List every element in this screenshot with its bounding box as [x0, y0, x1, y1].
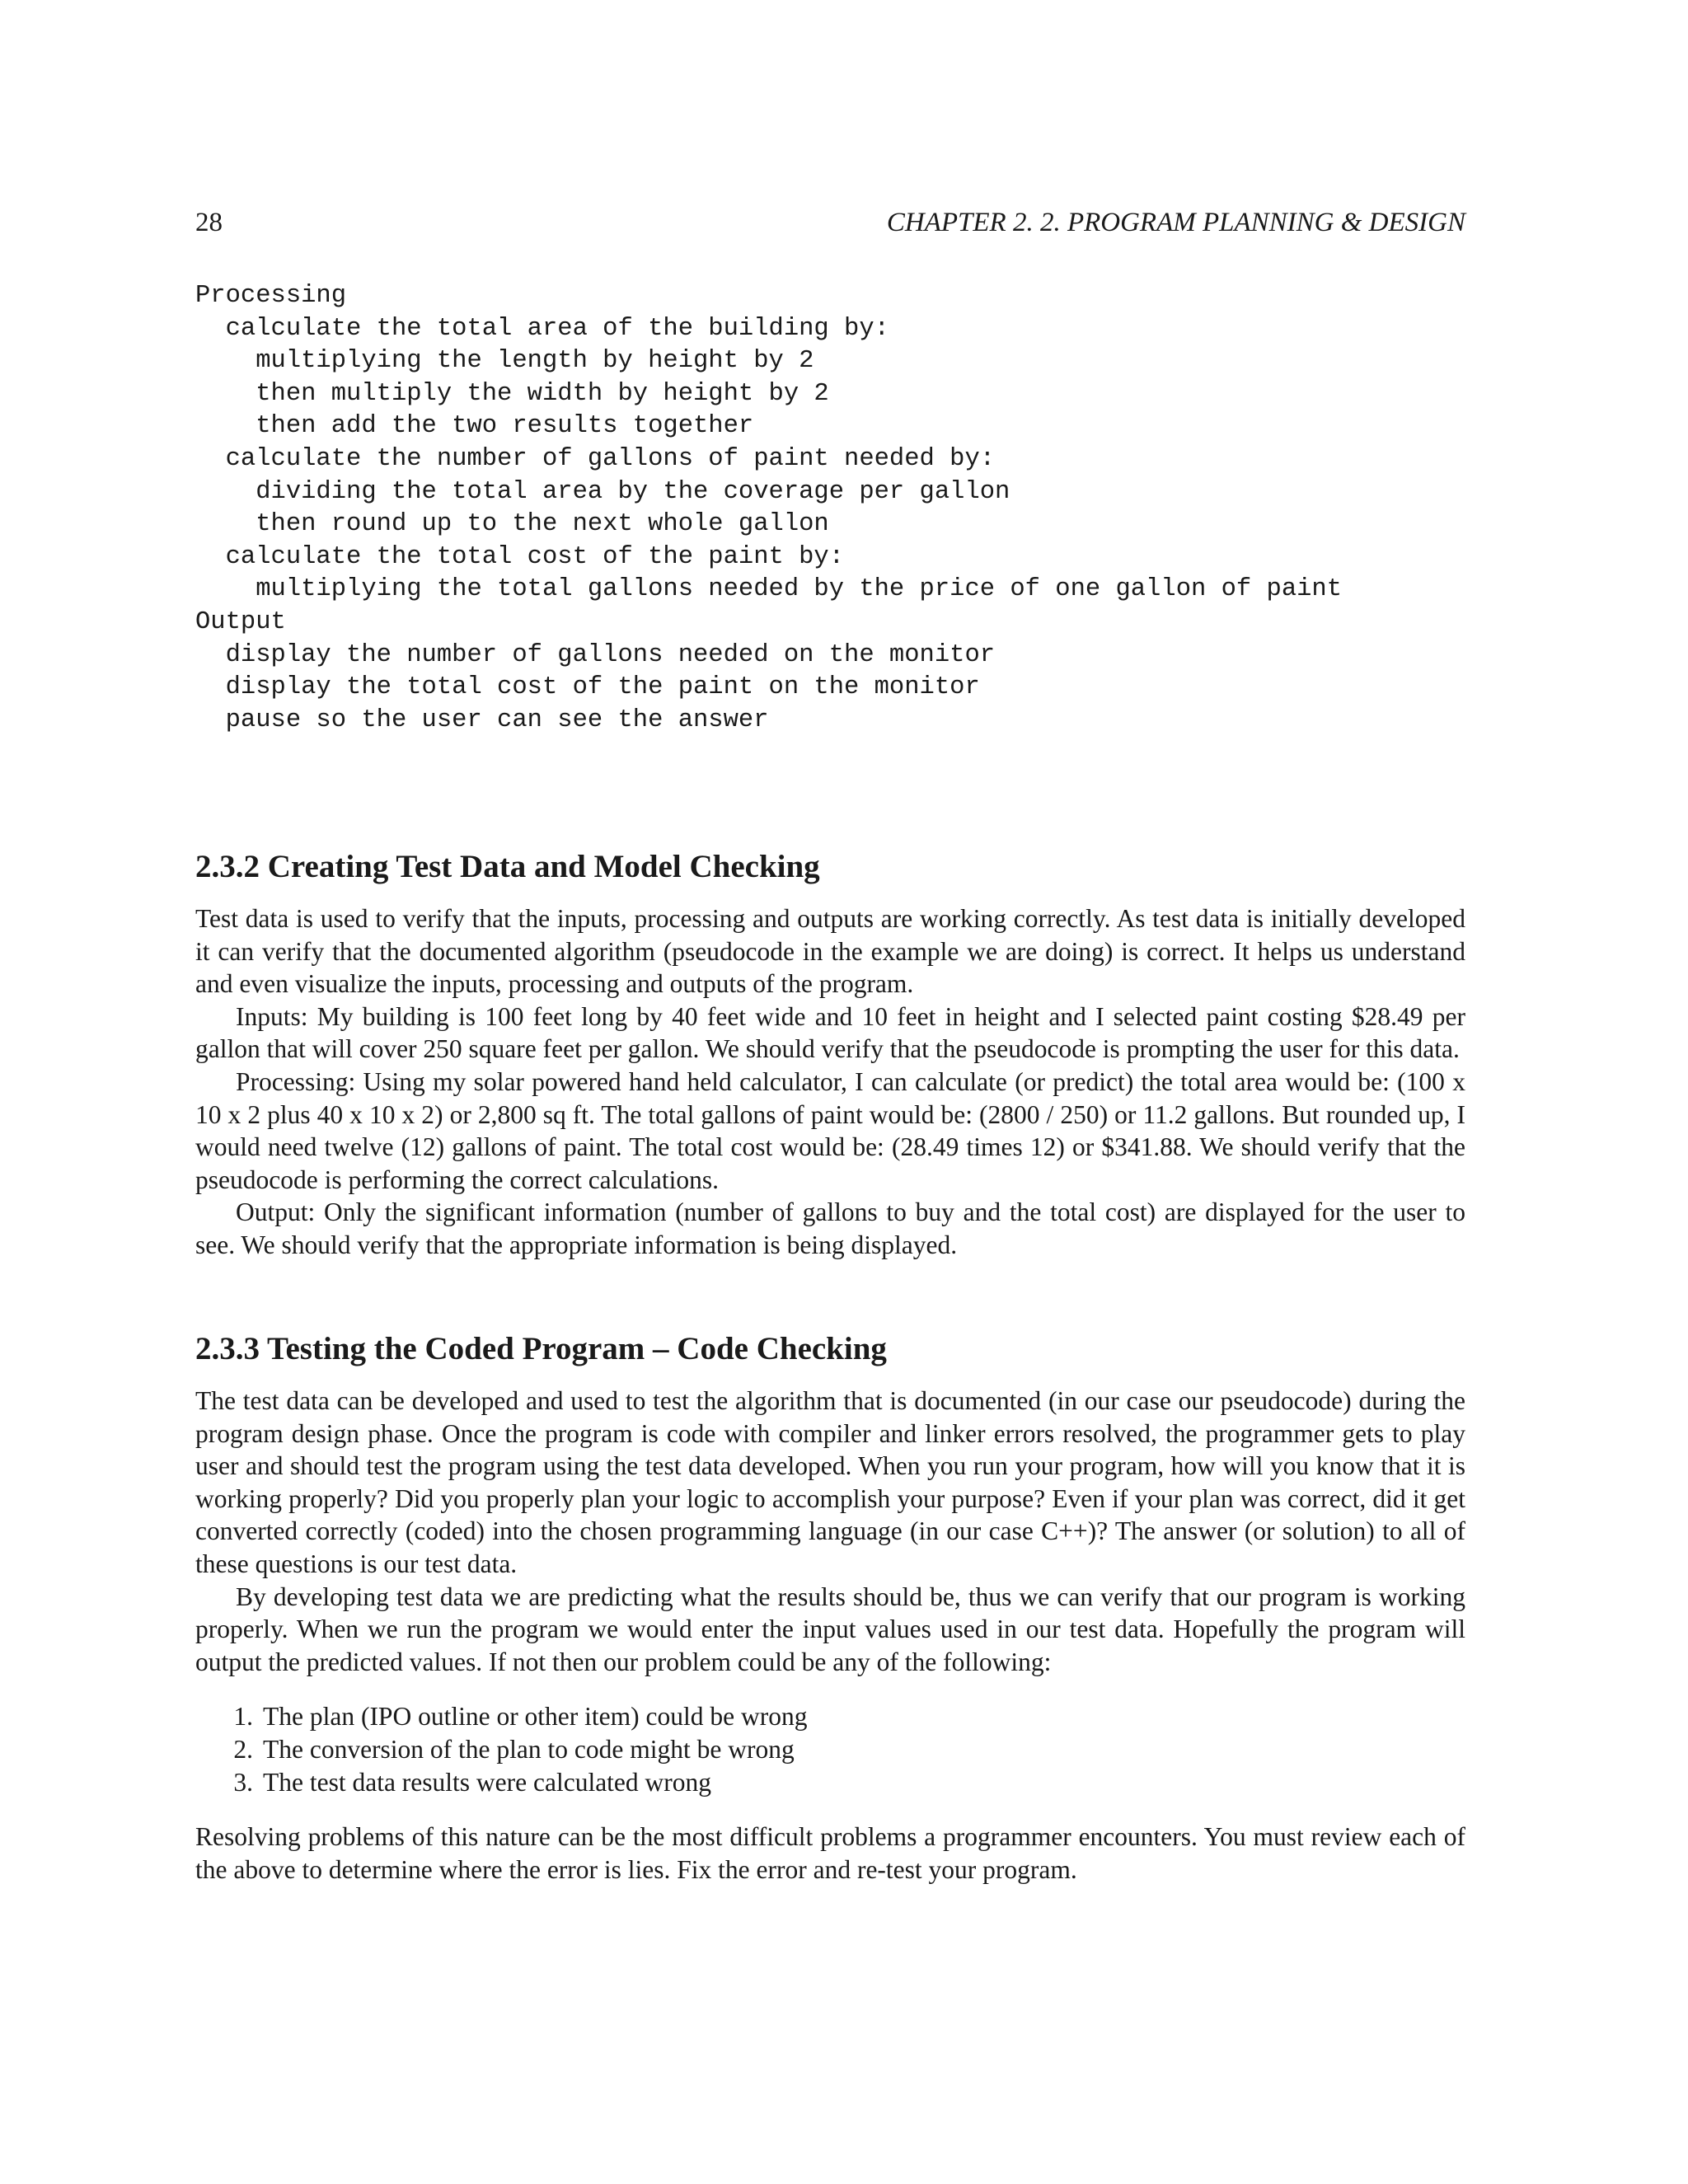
section-2-3-3	[195, 1329, 1465, 1886]
running-header	[195, 204, 1465, 241]
code-line: pause so the user can see the answer	[195, 705, 769, 734]
list-number: 3.	[233, 1767, 253, 1797]
code-line: calculate the total cost of the paint by:	[195, 542, 845, 571]
code-line: calculate the total area of the building by:	[195, 314, 889, 343]
list-item	[195, 1700, 1465, 1733]
code-line: then add the two results together	[195, 412, 754, 441]
code-line: multiplying the length by height by 2	[195, 347, 814, 376]
code-line: multiplying the total gallons needed by the price of one gallon of paint	[195, 575, 1343, 604]
code-line: calculate the number of gallons of paint needed by:	[195, 444, 996, 473]
paragraph: Processing: Using my solar powered hand held calculator, I can calculate (or predict) the total area would be: (100 x 10 x 2 plus 40 x 10 x 2) or 2,800 sq ft. The total gallons of paint would be: (2800 / 250) or 11.2 gallons. But rounded up, I would need twelve (12) gallons of paint. The total cost would be: (28.49 times 12) or $341.88. We should verify that the pseudocode is performing the correct calculations.	[195, 1066, 1465, 1194]
numbered-list	[195, 1700, 1465, 1798]
paragraph: The test data can be developed and used to test the algorithm that is documented (in our case our pseudocode) during the program design phase. Once the program is code with compiler and linker errors resolved, the programmer gets to play user and should test the program using the test data developed. When you run your program, how will you know that it is working properly? Did you properly plan your logic to accomplish your purpose? Even if your plan was correct, did it get converted correctly (coded) into the chosen programming language (in our case C++)? The answer (or solution) to all of these questions is our test data.	[195, 1386, 1465, 1578]
code-line: dividing the total area by the coverage per gallon	[195, 477, 1010, 506]
pseudocode-block	[195, 280, 1514, 737]
list-text: The conversion of the plan to code might be wrong	[263, 1734, 795, 1764]
list-number: 2.	[233, 1734, 253, 1764]
section-heading: 2.3.2 Creating Test Data and Model Checking	[195, 849, 820, 884]
section-heading: 2.3.3 Testing the Coded Program – Code Checking	[195, 1331, 887, 1366]
paragraph: Inputs: My building is 100 feet long by 40 feet wide and 10 feet in height and I selected paint costing $28.49 per gallon that will cover 250 square feet per gallon. We should verify that the pseudocode is prompting the user for this data.	[195, 1001, 1465, 1064]
chapter-title: CHAPTER 2. 2. PROGRAM PLANNING & DESIGN	[886, 208, 1465, 237]
list-text: The plan (IPO outline or other item) could be wrong	[263, 1702, 808, 1732]
list-number: 1.	[233, 1702, 253, 1732]
code-line: display the total cost of the paint on the monitor	[195, 673, 980, 702]
code-line: Output	[195, 607, 286, 636]
code-line: display the number of gallons needed on the monitor	[195, 640, 996, 669]
closing-paragraph: Resolving problems of this nature can be the most difficult problems a programmer encounters. You must review each of the above to determine where the error is lies. Fix the error and re-test your program.	[195, 1822, 1465, 1884]
code-line: Processing	[195, 282, 347, 310]
paragraph: Output: Only the significant information (number of gallons to buy and the total cost) are displayed for the user to see. We should verify that the appropriate information is being displayed.	[195, 1197, 1465, 1259]
page-number: 28	[195, 208, 223, 237]
paragraph: By developing test data we are predicting what the results should be, thus we can verify that our program is working properly. When we run the program we would enter the input values used in our test data. Hopefully the program will output the predicted values. If not then our problem could be any of the following:	[195, 1582, 1465, 1676]
paragraph: Test data is used to verify that the inputs, processing and outputs are working correctly. As test data is initially developed it can verify that the documented algorithm (pseudocode in the example we are doing) is correct. It helps us understand and even visualize the inputs, processing and outputs of the program.	[195, 904, 1465, 999]
list-item	[195, 1766, 1465, 1799]
code-line: then multiply the width by height by 2	[195, 379, 829, 408]
list-text: The test data results were calculated wrong	[263, 1767, 712, 1797]
code-line: then round up to the next whole gallon	[195, 510, 829, 539]
list-item	[195, 1733, 1465, 1766]
section-2-3-2	[195, 846, 1465, 1262]
